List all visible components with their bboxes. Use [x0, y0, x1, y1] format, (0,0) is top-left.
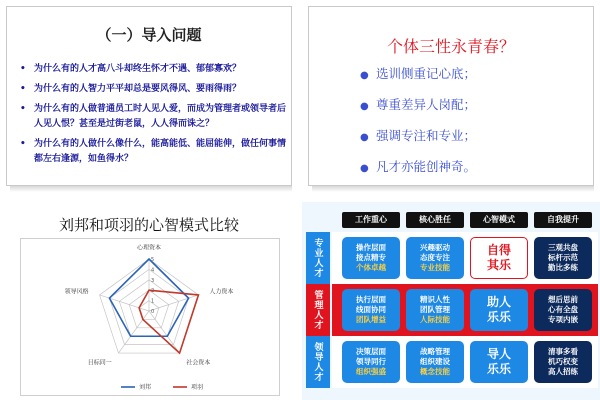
column-header: 心智模式	[470, 212, 528, 228]
matrix-cell	[470, 237, 528, 279]
cell-text: 乐乐	[486, 310, 511, 324]
cell-text: 专业技能	[420, 263, 450, 272]
cell-text: 想后思前	[548, 295, 578, 304]
matrix-cell	[534, 237, 592, 279]
cell-text: 概念技能	[420, 367, 450, 376]
matrix-cell	[342, 237, 400, 279]
matrix-cell	[342, 341, 400, 383]
cell-text: 执行层面	[356, 295, 386, 304]
column-header: 自我提升	[534, 212, 592, 228]
question-text: 为什么有的人做普通员工时人见人爱，而成为管理者或领导者后人见人恨？甚至是过街老鼠，人人得而诛之？	[34, 104, 287, 129]
list-item	[360, 97, 476, 115]
cell-text: 勤比多练	[548, 263, 578, 272]
cell-text: 决策层面	[356, 347, 386, 356]
list-item	[20, 82, 292, 97]
question-list	[20, 62, 292, 172]
cell-text: 态度专注	[420, 253, 450, 262]
cell-text: 机巧权变	[548, 357, 578, 366]
bullet-icon: ●	[360, 163, 369, 174]
radar-tick-label: 4	[151, 267, 155, 274]
point-list	[360, 66, 476, 190]
cell-text: 其乐	[486, 258, 511, 272]
cell-text: 个体卓越	[356, 263, 386, 272]
point-text: 尊重差异人岗配；	[376, 97, 477, 112]
bullet-icon: ●	[360, 70, 369, 81]
radar-tick-label: 3	[151, 277, 155, 284]
column-header: 核心胜任	[406, 212, 464, 228]
bullet-icon: ●	[360, 101, 369, 112]
cell-text: 接点精专	[356, 253, 386, 262]
slide-shadow	[10, 186, 292, 192]
radar-axis-label: 社会资本	[186, 359, 211, 367]
cell-text: 导人	[486, 347, 511, 361]
cell-text: 专项内嵌	[548, 315, 578, 324]
bullet-icon: •	[20, 139, 26, 149]
question-text: 为什么有的人做什么像什么，能高能低、能屈能伸，做任何事情都左右逢源，如鱼得水？	[34, 139, 287, 164]
matrix-cell	[470, 289, 528, 331]
cell-text: 高人招练	[548, 367, 578, 376]
slide-1-thumbnail[interactable]	[0, 0, 298, 198]
cell-text: 助人	[486, 295, 511, 309]
question-text: 为什么有的人智力平平却总是要风得风、要雨得雨？	[34, 84, 242, 94]
point-text: 选训侧重记心底；	[376, 66, 477, 81]
cell-text: 战略管理	[420, 347, 450, 356]
matrix-cell	[470, 341, 528, 383]
bullet-icon: ●	[360, 132, 369, 143]
cell-text: 组织建设	[420, 357, 450, 366]
slide-2-thumbnail[interactable]	[302, 0, 600, 198]
cell-text: 三观共盘	[548, 243, 578, 252]
question-text: 为什么有的人才高八斗却终生怀才不遇、郁郁寡欢？	[34, 64, 242, 74]
row-label: 管理人才	[306, 284, 330, 336]
cell-text: 乐乐	[486, 362, 511, 376]
list-item	[20, 102, 292, 132]
cell-text: 精识人性	[420, 295, 450, 304]
slide-3-title: 刘邦和项羽的心智模式比较	[58, 216, 239, 234]
list-item	[360, 159, 476, 177]
point-text: 凡才亦能创神奇。	[376, 159, 477, 174]
slide-4-thumbnail[interactable]	[302, 202, 600, 400]
radar-axis-label: 心理资本	[136, 244, 162, 252]
list-item	[20, 137, 292, 167]
matrix-cell	[534, 289, 592, 331]
radar-chart	[21, 239, 281, 397]
radar-chart-container	[20, 238, 280, 396]
list-item	[360, 128, 476, 146]
legend-label: 项羽	[191, 384, 204, 391]
legend-label: 刘邦	[139, 384, 152, 391]
cell-text: 领导同行	[356, 357, 386, 366]
cell-text: 人际技能	[420, 315, 450, 324]
radar-tick-label: 5	[151, 257, 155, 263]
matrix-cell	[534, 341, 592, 383]
column-header: 工作重心	[342, 212, 400, 228]
bullet-icon: •	[20, 84, 26, 94]
cell-text: 操作层面	[356, 243, 386, 252]
radar-tick-label: 0	[151, 309, 155, 315]
slide-1-title: （一）导入问题	[96, 26, 202, 44]
radar-axis-label: 人力资本	[209, 288, 234, 296]
cell-text: 组织强盛	[356, 367, 386, 376]
cell-text: 标杆示范	[548, 253, 578, 262]
slide-2-title: 个体三性永青春？	[386, 37, 515, 56]
matrix-cell	[342, 289, 400, 331]
radar-series-line	[139, 290, 198, 353]
point-text: 强调专注和专业；	[376, 128, 477, 143]
cell-text: 兴趣驱动	[420, 243, 450, 252]
row-label: 领导人才	[306, 336, 330, 388]
cell-text: 线面协同	[356, 305, 386, 314]
radar-tick-label: 2	[151, 288, 155, 295]
cell-text: 自得	[486, 243, 511, 257]
radar-axis-label: 目标同一	[87, 359, 112, 367]
radar-axis-label: 领导风格	[64, 288, 89, 296]
list-item	[360, 66, 476, 84]
bullet-icon: •	[20, 104, 26, 114]
row-label: 专业人才	[306, 232, 330, 284]
matrix-cell	[406, 341, 464, 383]
cell-text: 心有全盘	[548, 305, 578, 314]
slide-3-thumbnail[interactable]	[0, 202, 298, 400]
cell-text: 清事多看	[548, 347, 578, 356]
cell-text: 团队增益	[356, 315, 386, 324]
matrix-cell	[406, 289, 464, 331]
bullet-icon: •	[20, 64, 26, 74]
radar-tick-label: 1	[151, 298, 155, 305]
matrix-cell	[406, 237, 464, 279]
list-item	[20, 62, 292, 77]
cell-text: 团队管理	[420, 305, 450, 314]
